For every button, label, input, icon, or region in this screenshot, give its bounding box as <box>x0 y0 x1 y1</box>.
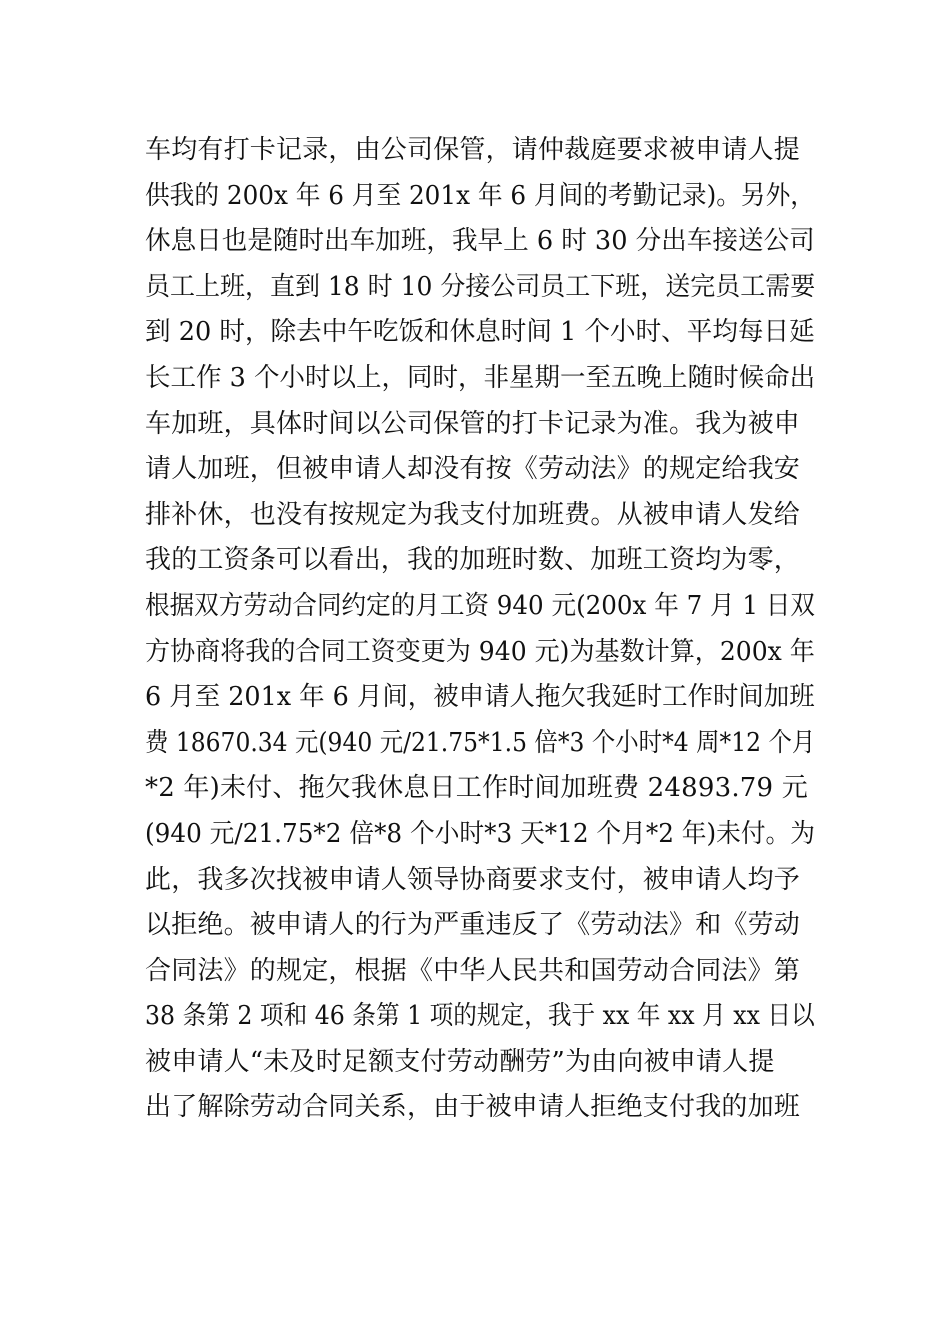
text-line: 根据双方劳动合同约定的月工资 940 元(200x 年 7 月 1 日双 <box>145 590 816 621</box>
text-line: 此，我多次找被申请人领导协商要求支付，被申请人均予 <box>145 864 801 895</box>
text-line: 到 20 时，除去中午吃饭和休息时间 1 个小时、平均每日延 <box>145 317 815 348</box>
text-line: 费 18670.34 元(940 元/21.75*1.5 倍*3 个小时*4 周*12 个月 <box>145 727 816 758</box>
text-line: 方协商将我的合同工资变更为 940 元)为基数计算，200x 年 <box>145 636 815 667</box>
text-line: 休息日也是随时出车加班，我早上 6 时 30 分出车接送公司 <box>145 226 815 257</box>
text-line: (940 元/21.75*2 倍*8 个小时*3 天*12 个月*2 年)未付。为 <box>145 818 815 849</box>
text-line: 车均有打卡记录，由公司保管，请仲裁庭要求被申请人提 <box>145 135 801 165</box>
text-line: 被申请人“未及时足额支付劳动酬劳”为由向被申请人提 <box>145 1046 775 1077</box>
text-line: 出了解除劳动合同关系，由于被申请人拒绝支付我的加班 <box>145 1092 801 1123</box>
text-line: 6 月至 201x 年 6 月间，被申请人拖欠我延时工作时间加班 <box>145 682 815 713</box>
text-line: 我的工资条可以看出，我的加班时数、加班工资均为零， <box>145 545 801 576</box>
text-line: 员工上班，直到 18 时 10 分接公司员工下班，送完员工需要 <box>145 271 816 302</box>
text-line: 38 条第 2 项和 46 条第 1 项的规定，我于 xx 年 xx 月 xx 日以 <box>145 1001 815 1032</box>
text-line: 供我的 200x 年 6 月至 201x 年 6 月间的考勤记录)。另外， <box>145 180 815 211</box>
text-line: 长工作 3 个小时以上，同时，非星期一至五晚上随时候命出 <box>145 362 816 393</box>
body-text <box>145 128 815 1131</box>
text-line: 请人加班，但被申请人却没有按《劳动法》的规定给我安 <box>145 454 801 485</box>
text-line: *2 年)未付、拖欠我休息日工作时间加班费 24893.79 元 <box>145 773 808 804</box>
text-line: 合同法》的规定，根据《中华人民共和国劳动合同法》第 <box>145 955 801 986</box>
text-line: 排补休，也没有按规定为我支付加班费。从被申请人发给 <box>145 499 801 530</box>
text-line: 车加班，具体时间以公司保管的打卡记录为准。我为被申 <box>145 408 801 439</box>
text-line: 以拒绝。被申请人的行为严重违反了《劳动法》和《劳动 <box>145 910 801 941</box>
